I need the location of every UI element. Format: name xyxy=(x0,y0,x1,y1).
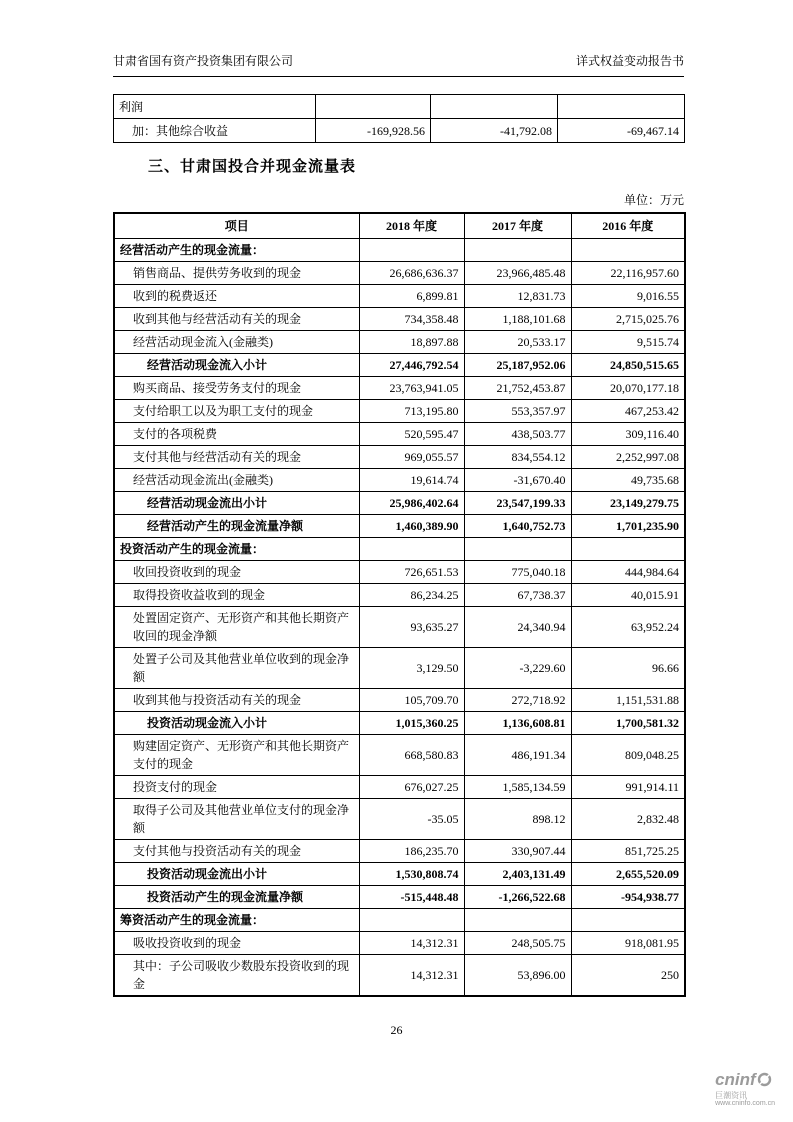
row-value: 105,709.70 xyxy=(359,688,464,711)
row-value: -1,266,522.68 xyxy=(464,885,571,908)
row-value: 969,055.57 xyxy=(359,445,464,468)
row-label: 支付其他与经营活动有关的现金 xyxy=(114,445,359,468)
row-value: 809,048.25 xyxy=(571,734,685,775)
row-value: 20,533.17 xyxy=(464,330,571,353)
table-row xyxy=(114,606,685,647)
table-row xyxy=(114,376,685,399)
row-value: 520,595.47 xyxy=(359,422,464,445)
table-row xyxy=(114,491,685,514)
table-row xyxy=(114,353,685,376)
row-value xyxy=(464,908,571,931)
row-label: 取得子公司及其他营业单位支付的现金净额 xyxy=(114,798,359,839)
cninfo-swirl-icon xyxy=(757,1072,772,1087)
row-value: 19,614.74 xyxy=(359,468,464,491)
row-label: 处置子公司及其他营业单位收到的现金净额 xyxy=(114,647,359,688)
row-value: 1,530,808.74 xyxy=(359,862,464,885)
row-label: 收到其他与经营活动有关的现金 xyxy=(114,307,359,330)
row-label: 销售商品、提供劳务收到的现金 xyxy=(114,261,359,284)
row-value: 553,357.97 xyxy=(464,399,571,422)
table-row xyxy=(114,537,685,560)
row-label: 投资活动现金流入小计 xyxy=(114,711,359,734)
row-value: 1,188,101.68 xyxy=(464,307,571,330)
row-value: 898.12 xyxy=(464,798,571,839)
row-value: 67,738.37 xyxy=(464,583,571,606)
row-value: 486,191.34 xyxy=(464,734,571,775)
row-value: 1,640,752.73 xyxy=(464,514,571,537)
column-header-2017: 2017 年度 xyxy=(464,213,571,238)
row-value: 775,040.18 xyxy=(464,560,571,583)
row-value: 63,952.24 xyxy=(571,606,685,647)
row-value: 250 xyxy=(571,954,685,996)
row-label: 收回投资收到的现金 xyxy=(114,560,359,583)
row-value: 444,984.64 xyxy=(571,560,685,583)
header-report-title: 详式权益变动报告书 xyxy=(575,54,684,68)
table-row xyxy=(114,862,685,885)
comprehensive-income-table xyxy=(113,94,685,143)
row-value xyxy=(316,95,431,119)
table-row xyxy=(114,468,685,491)
row-value: 668,580.83 xyxy=(359,734,464,775)
cninfo-chinese-name: 巨潮资讯 xyxy=(715,1090,748,1100)
row-value: 9,016.55 xyxy=(571,284,685,307)
row-value: 186,235.70 xyxy=(359,839,464,862)
row-value: 25,986,402.64 xyxy=(359,491,464,514)
table-row xyxy=(114,399,685,422)
row-value: 1,015,360.25 xyxy=(359,711,464,734)
row-value: 2,832.48 xyxy=(571,798,685,839)
row-value: 49,735.68 xyxy=(571,468,685,491)
row-value xyxy=(431,95,558,119)
row-value: 1,136,608.81 xyxy=(464,711,571,734)
table-row xyxy=(114,307,685,330)
table-row xyxy=(114,647,685,688)
row-value xyxy=(558,95,685,119)
table-row xyxy=(114,261,685,284)
table-row xyxy=(114,839,685,862)
row-value xyxy=(359,908,464,931)
row-label: 加：其他综合收益 xyxy=(114,119,316,143)
row-value: -69,467.14 xyxy=(558,119,685,143)
unit-label: 单位：万元 xyxy=(623,193,684,207)
table-row xyxy=(114,422,685,445)
row-value: 23,547,199.33 xyxy=(464,491,571,514)
row-value: 6,899.81 xyxy=(359,284,464,307)
row-value: -31,670.40 xyxy=(464,468,571,491)
row-value: 248,505.75 xyxy=(464,931,571,954)
row-value: 851,725.25 xyxy=(571,839,685,862)
row-value: 40,015.91 xyxy=(571,583,685,606)
row-value: 27,446,792.54 xyxy=(359,353,464,376)
table-row xyxy=(114,954,685,996)
row-value: 26,686,636.37 xyxy=(359,261,464,284)
row-value xyxy=(359,238,464,261)
row-value: 676,027.25 xyxy=(359,775,464,798)
row-value: 22,116,957.60 xyxy=(571,261,685,284)
column-header-item: 项目 xyxy=(114,213,359,238)
row-value: 918,081.95 xyxy=(571,931,685,954)
top-table-body xyxy=(114,95,685,143)
row-value xyxy=(571,908,685,931)
table-header-row xyxy=(114,213,685,238)
row-label: 经营活动现金流入(金融类) xyxy=(114,330,359,353)
row-value: -41,792.08 xyxy=(431,119,558,143)
table-row xyxy=(114,711,685,734)
row-value: 12,831.73 xyxy=(464,284,571,307)
row-value: 991,914.11 xyxy=(571,775,685,798)
row-label: 取得投资收益收到的现金 xyxy=(114,583,359,606)
row-value: 14,312.31 xyxy=(359,931,464,954)
row-value xyxy=(359,537,464,560)
row-value: 309,116.40 xyxy=(571,422,685,445)
row-value: -35.05 xyxy=(359,798,464,839)
row-label: 经营活动现金流入小计 xyxy=(114,353,359,376)
column-header-2016: 2016 年度 xyxy=(571,213,685,238)
row-value: 1,700,581.32 xyxy=(571,711,685,734)
document-header xyxy=(113,52,684,77)
page-number: 26 xyxy=(390,1023,403,1037)
table-row xyxy=(114,330,685,353)
table-row xyxy=(114,908,685,931)
row-value: 86,234.25 xyxy=(359,583,464,606)
row-label: 处置固定资产、无形资产和其他长期资产收回的现金净额 xyxy=(114,606,359,647)
row-label: 投资活动现金流出小计 xyxy=(114,862,359,885)
header-company-name: 甘肃省国有资产投资集团有限公司 xyxy=(113,54,294,68)
row-value: -954,938.77 xyxy=(571,885,685,908)
section-title: 三、甘肃国投合并现金流量表 xyxy=(148,158,357,175)
cninfo-logo xyxy=(715,1070,775,1108)
row-label: 吸收投资收到的现金 xyxy=(114,931,359,954)
row-label: 收到其他与投资活动有关的现金 xyxy=(114,688,359,711)
row-value: 272,718.92 xyxy=(464,688,571,711)
row-value: 1,460,389.90 xyxy=(359,514,464,537)
row-value: 726,651.53 xyxy=(359,560,464,583)
row-label: 收到的税费返还 xyxy=(114,284,359,307)
table-row xyxy=(114,95,685,119)
row-label: 投资活动产生的现金流量： xyxy=(114,537,359,560)
row-value: -169,928.56 xyxy=(316,119,431,143)
row-label: 经营活动现金流出小计 xyxy=(114,491,359,514)
row-label: 支付其他与投资活动有关的现金 xyxy=(114,839,359,862)
row-value: 834,554.12 xyxy=(464,445,571,468)
row-value: 23,149,279.75 xyxy=(571,491,685,514)
row-value: 21,752,453.87 xyxy=(464,376,571,399)
row-value: -515,448.48 xyxy=(359,885,464,908)
row-value: 24,850,515.65 xyxy=(571,353,685,376)
row-value: 53,896.00 xyxy=(464,954,571,996)
row-value xyxy=(571,537,685,560)
row-value: 25,187,952.06 xyxy=(464,353,571,376)
table-row xyxy=(114,119,685,143)
row-label: 投资支付的现金 xyxy=(114,775,359,798)
row-value: 734,358.48 xyxy=(359,307,464,330)
row-value: 330,907.44 xyxy=(464,839,571,862)
cninfo-brand xyxy=(715,1070,775,1090)
cninfo-brand-text: cninf xyxy=(715,1070,756,1090)
row-value: 2,252,997.08 xyxy=(571,445,685,468)
row-value: 18,897.88 xyxy=(359,330,464,353)
row-label: 利润 xyxy=(114,95,316,119)
cash-flow-body xyxy=(114,238,685,996)
cash-flow-table xyxy=(113,212,686,997)
row-label: 购买商品、接受劳务支付的现金 xyxy=(114,376,359,399)
row-value: 24,340.94 xyxy=(464,606,571,647)
row-value: 3,129.50 xyxy=(359,647,464,688)
table-row xyxy=(114,798,685,839)
table-row xyxy=(114,688,685,711)
row-label: 购建固定资产、无形资产和其他长期资产支付的现金 xyxy=(114,734,359,775)
row-value: 2,655,520.09 xyxy=(571,862,685,885)
row-value: 96.66 xyxy=(571,647,685,688)
table-row xyxy=(114,284,685,307)
row-value xyxy=(464,238,571,261)
row-label: 经营活动产生的现金流量： xyxy=(114,238,359,261)
cninfo-url: www.cninfo.com.cn xyxy=(715,1099,775,1107)
row-value: 20,070,177.18 xyxy=(571,376,685,399)
row-value: 2,715,025.76 xyxy=(571,307,685,330)
row-value: 1,701,235.90 xyxy=(571,514,685,537)
row-value: 9,515.74 xyxy=(571,330,685,353)
row-value: 467,253.42 xyxy=(571,399,685,422)
row-value: -3,229.60 xyxy=(464,647,571,688)
row-label: 其中：子公司吸收少数股东投资收到的现金 xyxy=(114,954,359,996)
row-label: 经营活动产生的现金流量净额 xyxy=(114,514,359,537)
table-row xyxy=(114,734,685,775)
row-value: 1,585,134.59 xyxy=(464,775,571,798)
table-row xyxy=(114,885,685,908)
table-row xyxy=(114,238,685,261)
row-label: 经营活动现金流出(金融类) xyxy=(114,468,359,491)
row-value xyxy=(571,238,685,261)
row-value: 23,763,941.05 xyxy=(359,376,464,399)
table-row xyxy=(114,775,685,798)
row-label: 支付给职工以及为职工支付的现金 xyxy=(114,399,359,422)
row-label: 支付的各项税费 xyxy=(114,422,359,445)
column-header-2018: 2018 年度 xyxy=(359,213,464,238)
row-value xyxy=(464,537,571,560)
row-value: 1,151,531.88 xyxy=(571,688,685,711)
row-label: 投资活动产生的现金流量净额 xyxy=(114,885,359,908)
table-row xyxy=(114,514,685,537)
table-row xyxy=(114,583,685,606)
table-row xyxy=(114,445,685,468)
row-value: 23,966,485.48 xyxy=(464,261,571,284)
table-row xyxy=(114,560,685,583)
row-value: 14,312.31 xyxy=(359,954,464,996)
row-value: 93,635.27 xyxy=(359,606,464,647)
row-value: 713,195.80 xyxy=(359,399,464,422)
row-value: 438,503.77 xyxy=(464,422,571,445)
row-value: 2,403,131.49 xyxy=(464,862,571,885)
row-label: 筹资活动产生的现金流量： xyxy=(114,908,359,931)
table-row xyxy=(114,931,685,954)
